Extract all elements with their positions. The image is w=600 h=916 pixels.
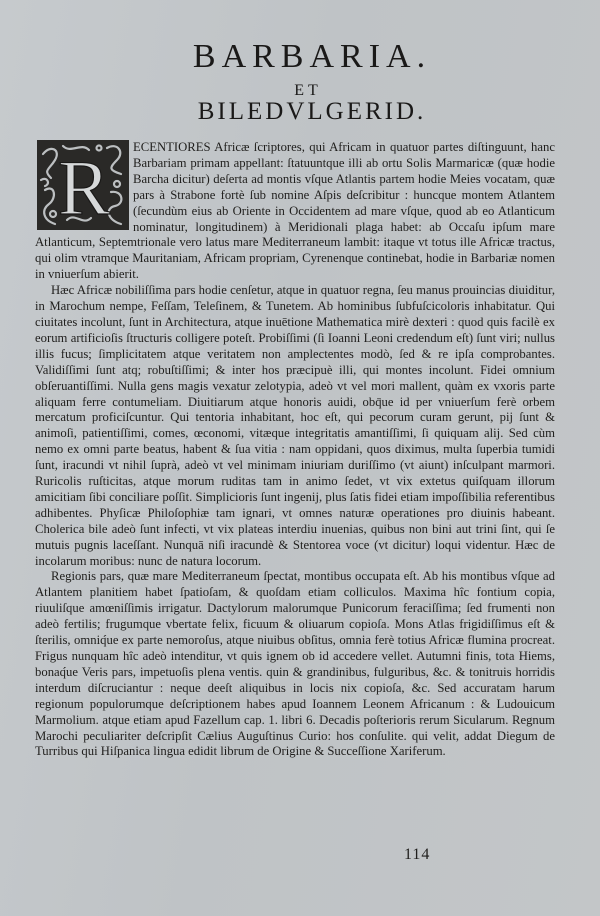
title-barbaria: BARBARIA.	[192, 38, 432, 75]
title-biledulgerid: BILEDVLGERID.	[197, 98, 427, 125]
paragraph-2: Hæc Africæ nobiliſſima pars hodie cenſetur, atque in quatuor regna, ſeu manus prouincias diuiditur, in Marochum nempe, Feſſam, Teleſinem, & Tunetem. Ab hominibus ſubfuſcicoloris inhabitatur. Qui ciuitates incolunt, ſunt in Architectura, atque inuētione Mathematica mirè dexteri : quod quis facilè ex eorum artificioſis ſtructuris colligere poteſt. Probiſſimi (ſi Ioanni Leoni credendum eſt) ſunt viri; nullus illis fucus; ſimplicitatem atque veritatem non amplectentes modò, ſed & re ipſa comprobantes. Validiſſimi ſunt atq; robuſtiſſimi; & inter hos præcipuè illi, qui montes incolunt. Fidei omnium obſeruantiſſimi. Nulla gens magis vexatur zelotypia, adeò vt vel mori mallent, quàm ex vxoris parte aliquam ferre contumeliam. Diuitiarum atque honoris auidi, obq̄ue id per vniuerſum ferè orbem mercatum proficiſcuntur. Qui tentoria inhabitant, hoc eſt, qui pecorum curam gerunt, pij ſunt & animoſi, patientiſſimi, comes, œconomi, vitæque integritatis amantiſſimi, ſi quiquam alij. Sed cùm nemo ex omni parte beatus, habent & ſua vitia : nam oppidani, quos diximus, multa ſuperbia tumidi ſunt, iracundi vt nihil ſuprà, adeò vt vel minimam iniuriam duriſſimo (vt aiunt) inſculpant marmori. Ruricolis ruſticitas, atque morum ruditas tam in animo ſedet, vt vix extetus quiſquam illorum amicitiam ſibi conciliare poſſit. Simplicioris ſunt ingenij, plus ſatis fidei etiam impoſſibilia referentibus adhibentes. Phyſicæ Philoſophiæ tam ignari, vt omnes naturæ operationes pro diuinis habeant. Cholerica bile adeò ſunt infecti, vt vix plateas interdiu inuenias, quibus non bini aut trini ſint, qui ſe mutuis pugnis laceſſant. Nunquā niſi iracundè & Stentorea voce (vt dicitur) loqui videntur. Hæc de incolarum moribus: nunc de natura locorum.	[35, 283, 555, 568]
paragraph-1: ECENTIORES Africæ ſcriptores, qui Africam in quatuor partes diſtinguunt, hanc Barbariam primam appellant: ſtatuuntque illi ab ortu Solis Marmaricæ (quæ hodie Barcha dicitur) deſerta ad montis vſque Atlantis partem hodie Meies vocatam, quæ pars à Strabone fortè ſub nomine Aſpis deſcribitur : huncque montem Atlantem (ſecundùm eius ab Oriente in Occidentem ad mare vſque, quod ab eo Atlanticum nominatur, longitudinem) à Meridionali plaga habet: ab Occaſu ipſum mare Atlanticum, Septemtrionale vero latus mare Mediterraneum lambit: itaque vt totus ille Africæ tractus, qui olim vtramque Mauritaniam, Africam propriam, Cyrenenque continebat, hodie in Barbariæ nomen in vniuerſum abierit.	[35, 140, 555, 282]
paragraph-3: Regionis pars, quæ mare Mediterraneum ſpectat, montibus occupata eſt. Ab his montibus vſque ad Atlantem planitiem habet ſpatioſam, & quoſdam etiam colliculos. Maxima hîc fontium copia, riuuliſque amœniſſimis irrigatur. Dactylorum malorumque Punicorum feraciſſima; ſed frumenti non adeò fertilis; frugumque vbertate felix, ficuum & oliuarum copioſa. Mons Atlas frigidiſſimus eſt & ſterilis, omniq́ue ex parte nemoroſus, atque niuibus obſitus, omnia ferè totius Africæ flumina procreat. Frigus nunquam hîc adeò intenditur, vt quis ignem ob id accedere vellet. Autumni finis, tota Hiems, bonaq́ue Veris pars, impetuoſis plena ventis. quin & grandinibus, fulguribus, &c. & tonitruis horridis interdum diſcruciantur : neque deeſt aliquibus in locis nix copioſa, &c. Sed accuratam harum regionum populorumque deſcriptionem habes apud Ioannem Leonem Africanum : & Ludouicum Marmolium. atque etiam apud Fazellum cap. 1. libri 6. Decadis poſterioris rerum Sicularum. Regnum Marochi peculiariter deſcripſit Cælius Auguſtinus Curio: hos conſulite. qui velit, addat Diegum de Turribus qui Hiſpanica lingua edidit librum de Origine & Succeſſione Xariferum.	[35, 569, 555, 759]
initial-letter: R	[57, 144, 111, 230]
body-text	[35, 140, 555, 760]
title-et: ET	[294, 82, 322, 99]
initial-spacer	[35, 140, 133, 232]
page-number: 114	[404, 846, 431, 863]
